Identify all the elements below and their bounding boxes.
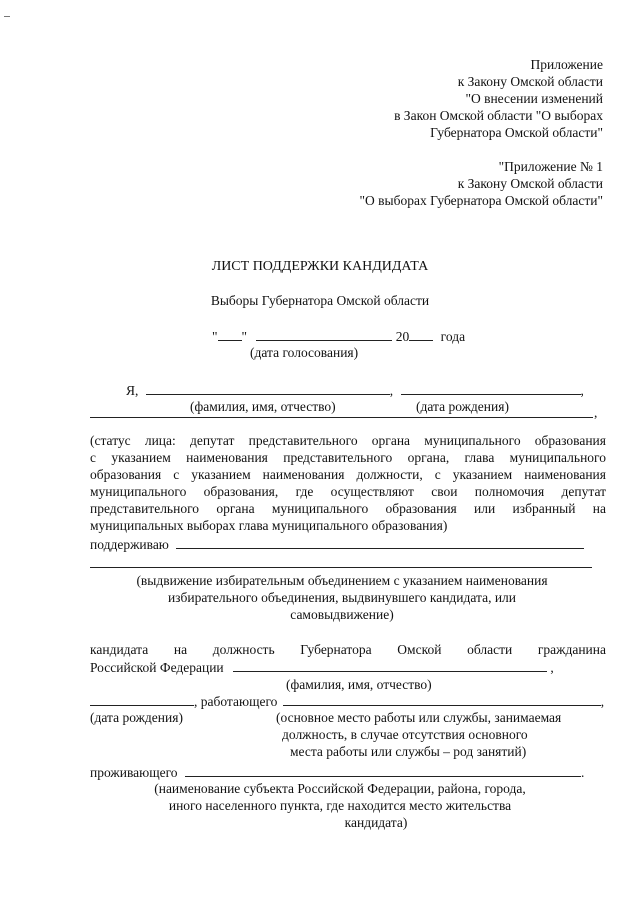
support-line: [90, 535, 584, 553]
status-caption-line: муниципальных выборах глава муниципального образования): [90, 518, 448, 533]
residence-caption-line: (наименование субъекта Российской Федерации, района, города,: [154, 781, 526, 796]
nomination-field[interactable]: [90, 567, 592, 568]
candidate-name-field[interactable]: [233, 658, 547, 672]
document-title: ЛИСТ ПОДДЕРЖКИ КАНДИДАТА: [211, 259, 429, 274]
document-subtitle: Выборы Губернатора Омской области: [210, 293, 430, 308]
residing-line: [90, 763, 584, 781]
month-field[interactable]: [256, 327, 392, 341]
residence-field[interactable]: [185, 763, 581, 777]
appendix-line: Приложение: [530, 57, 603, 72]
candidate-text-line: кандидата на должность Губернатора Омской области гражданина: [90, 642, 606, 657]
candidate-birth-caption: (дата рождения): [90, 710, 183, 725]
day-field[interactable]: [218, 327, 242, 341]
appendix-1-line: к Закону Омской области: [457, 176, 603, 191]
candidate-name-line: [90, 658, 554, 676]
residing-label: проживающего: [90, 765, 178, 780]
candidate-birthdate-field[interactable]: [90, 692, 194, 706]
nomination-caption-line: избирательного объединения, выдвинувшего кандидата, или: [167, 590, 517, 605]
voting-date-line: [212, 327, 465, 345]
signer-birthdate-field[interactable]: [401, 381, 581, 395]
working-label: , работающего: [194, 694, 278, 709]
quote-close: ": [241, 329, 248, 344]
nomination-caption-line: самовыдвижение): [290, 607, 394, 622]
signer-comma: ,: [389, 383, 394, 398]
candidate-name-caption: (фамилия, имя, отчество): [286, 677, 432, 692]
signer-birth-caption: (дата рождения): [416, 399, 509, 414]
status-caption-line: с указанием наименования представительного органа, глава муниципального: [90, 450, 606, 465]
candidate-comma: ,: [550, 660, 554, 675]
appendix-1-line: "Приложение № 1: [498, 159, 603, 174]
status-caption-line: представительного органа муниципального образования или избранный на: [90, 501, 606, 516]
residence-caption-line: иного населенного пункта, где находится место жительства: [168, 798, 512, 813]
workplace-caption-line: должность, в случае отсутствия основного: [282, 727, 528, 742]
status-caption-line: (статус лица: депутат представительного органа муниципального образования: [90, 433, 606, 448]
year-suffix: года: [440, 329, 466, 344]
quote-open: ": [212, 329, 218, 344]
year-field[interactable]: [409, 327, 433, 341]
signer-name-field[interactable]: [146, 381, 390, 395]
status-comma: ,: [594, 405, 598, 420]
appendix-line: Губернатора Омской области": [430, 125, 603, 140]
status-field[interactable]: [90, 417, 593, 418]
status-caption-line: муниципального образования, где осуществляют свои полномочия депутат: [90, 484, 606, 499]
residence-caption-line: кандидата): [344, 815, 408, 830]
signer-prefix: Я,: [126, 383, 139, 398]
support-label: поддерживаю: [90, 537, 169, 552]
workplace-field[interactable]: [283, 692, 601, 706]
workplace-caption-line: (основное место работы или службы, занимаемая: [276, 710, 562, 725]
signer-name-caption: (фамилия, имя, отчество): [190, 399, 336, 414]
working-line: [90, 692, 604, 710]
status-caption-line: образования с указанием наименования должности, с указанием наименования: [90, 467, 606, 482]
working-comma: ,: [600, 694, 605, 709]
appendix-line: "О внесении изменений: [465, 91, 603, 106]
workplace-caption-line: места работы или службы – род занятий): [290, 744, 527, 759]
candidate-text-line: Российской Федерации: [90, 660, 224, 675]
appendix-line: к Закону Омской области: [457, 74, 603, 89]
appendix-line: в Закон Омской области "О выборах: [394, 108, 603, 123]
nomination-caption-line: (выдвижение избирательным объединением с указанием наименования: [136, 573, 548, 588]
support-field[interactable]: [176, 535, 584, 549]
year-prefix: 20: [395, 329, 410, 344]
voting-date-caption: (дата голосования): [250, 345, 359, 360]
scan-artifact: [4, 16, 10, 17]
signer-comma-end: ,: [580, 383, 584, 398]
signer-line: [126, 381, 584, 399]
residing-dot: .: [580, 765, 585, 780]
appendix-1-line: "О выборах Губернатора Омской области": [359, 193, 603, 208]
